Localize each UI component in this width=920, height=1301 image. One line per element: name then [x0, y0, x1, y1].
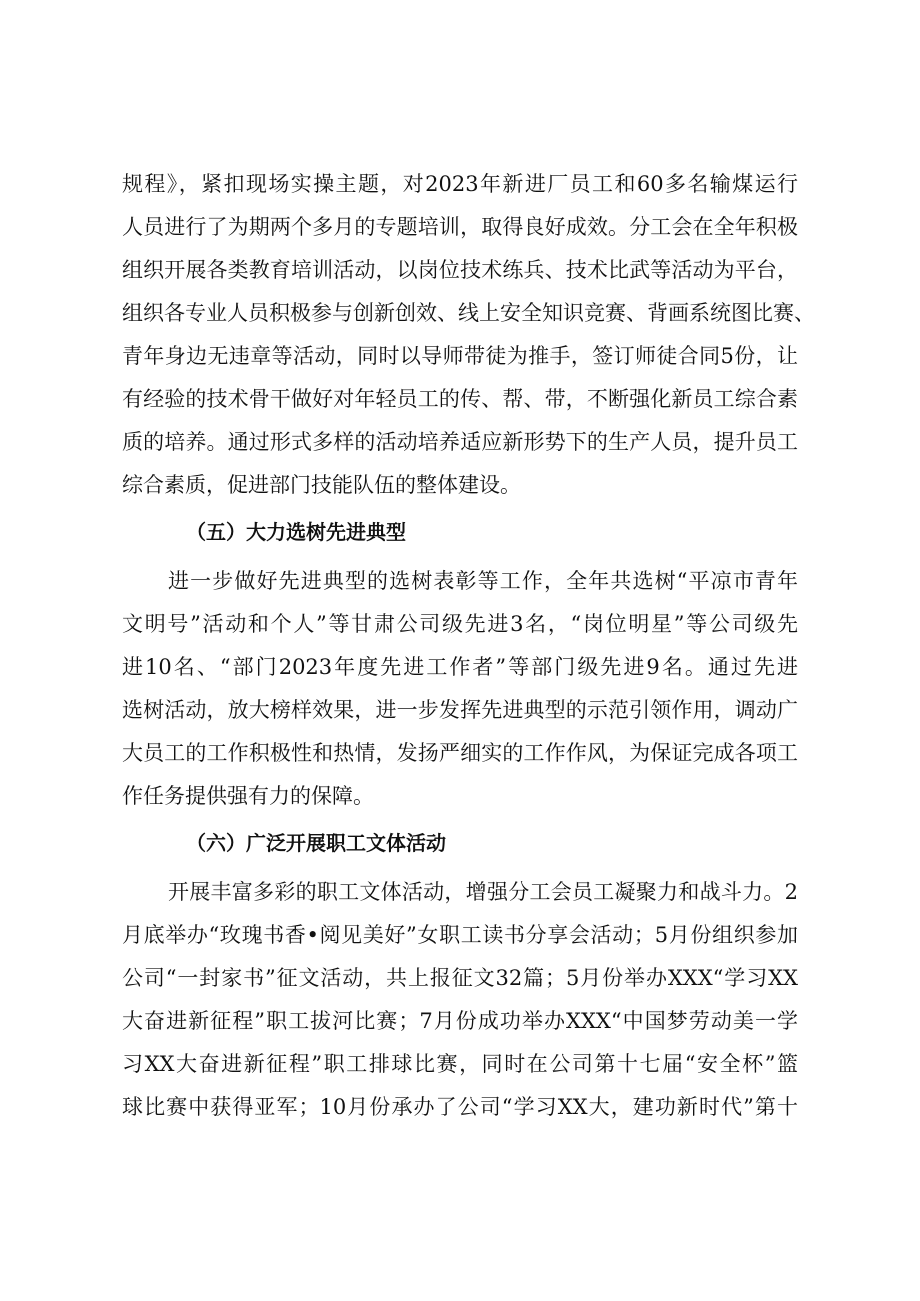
text-line: 规程》，紧扣现场实操主题，对2023年新进厂员工和60多名输煤运行: [122, 172, 798, 196]
text-line: 综合素质，促进部门技能队伍的整体建设。: [122, 473, 521, 497]
text-line: 球比赛中获得亚军；10月份承办了公司“学习XX大，建功新时代”第十: [122, 1095, 798, 1119]
text-line: 月底举办“玫瑰书香•阅见美好”女职工读书分享会活动；5月份组织参加: [122, 923, 798, 947]
text-line: 进10名、“部门2023年度先进工作者”等部门级先进9名。通过先进: [122, 655, 798, 679]
text-line: 习XX大奋进新征程”职工排球比赛，同时在公司第十七届“安全杯”篮: [122, 1052, 798, 1076]
text-line: 组织开展各类教育培训活动，以岗位技术练兵、技术比武等活动为平台，: [122, 258, 798, 282]
text-line: 公司“一封家书”征文活动，共上报征文32篇；5月份举办XXX“学习XX: [122, 966, 798, 990]
text-line: 组织各专业人员积极参与创新创效、线上安全知识竞赛、背画系统图比赛、: [122, 301, 815, 325]
text-line: 选树活动，放大榜样效果，进一步发挥先进典型的示范引领作用，调动广: [122, 698, 798, 722]
section-heading-5: （五）大力选树先进典型: [186, 520, 406, 544]
text-line: 大员工的工作积极性和热情，发扬严细实的工作作风，为保证完成各项工: [122, 741, 798, 765]
text-line: 作任务提供强有力的保障。: [122, 784, 374, 808]
text-line: 开展丰富多彩的职工文体活动，增强分工会员工凝聚力和战斗力。2: [168, 880, 798, 904]
text-line: 有经验的技术骨干做好对年轻员工的传、帮、带，不断强化新员工综合素: [122, 387, 798, 411]
section-heading-6: （六）广泛开展职工文体活动: [186, 831, 446, 855]
text-line: 文明号”活动和个人”等甘肃公司级先进3名，“岗位明星”等公司级先: [122, 612, 798, 636]
text-line: 大奋进新征程”职工拔河比赛；7月份成功举办XXX“中国梦劳动美一学: [122, 1009, 798, 1033]
text-line: 进一步做好先进典型的选树表彰等工作，全年共选树“平凉市青年: [168, 569, 798, 593]
text-line: 质的培养。通过形式多样的活动培养适应新形势下的生产人员，提升员工: [122, 430, 798, 454]
text-line: 青年身边无违章等活动，同时以导师带徒为推手，签订师徒合同5份，让: [122, 344, 798, 368]
text-line: 人员进行了为期两个多月的专题培训，取得良好成效。分工会在全年积极: [122, 215, 798, 239]
